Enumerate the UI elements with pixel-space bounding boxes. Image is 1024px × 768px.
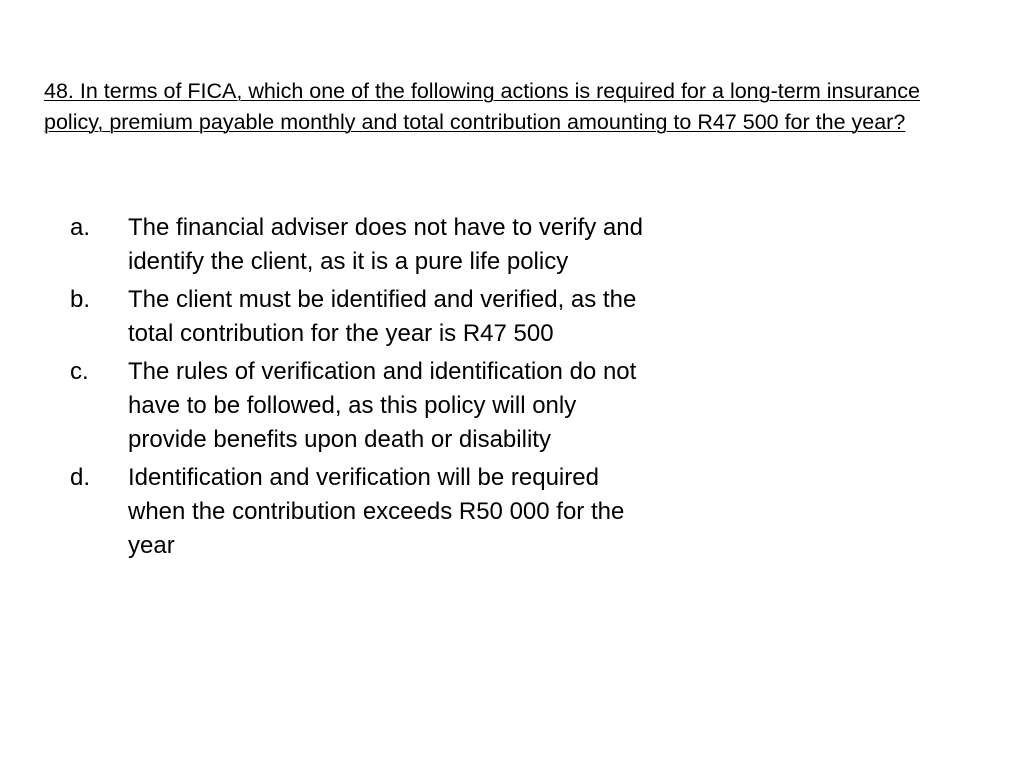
answer-list: [70, 211, 670, 567]
answer-text: The rules of verification and identification do not have to be followed, as this policy will only provide benefits upon death or disability: [128, 358, 637, 453]
answer-option-a: [70, 211, 670, 279]
answer-letter: b.: [70, 286, 91, 313]
answer-option-c: [70, 355, 670, 457]
question-text: 48. In terms of FICA, which one of the following actions is required for a long-term insurance policy, premium payable monthly and total contribution amounting to R47 500 for the year?: [44, 79, 920, 134]
answer-text: The client must be identified and verified, as the total contribution for the year is R47 500: [128, 286, 637, 347]
answer-letter: d.: [70, 464, 91, 491]
answer-letter: a.: [70, 214, 91, 241]
answer-text: The financial adviser does not have to verify and identify the client, as it is a pure life policy: [128, 214, 643, 275]
answer-option-b: [70, 283, 670, 351]
answer-letter: c.: [70, 358, 89, 385]
answer-option-d: [70, 461, 670, 563]
answer-text: Identification and verification will be required when the contribution exceeds R50 000 for the year: [128, 464, 625, 559]
